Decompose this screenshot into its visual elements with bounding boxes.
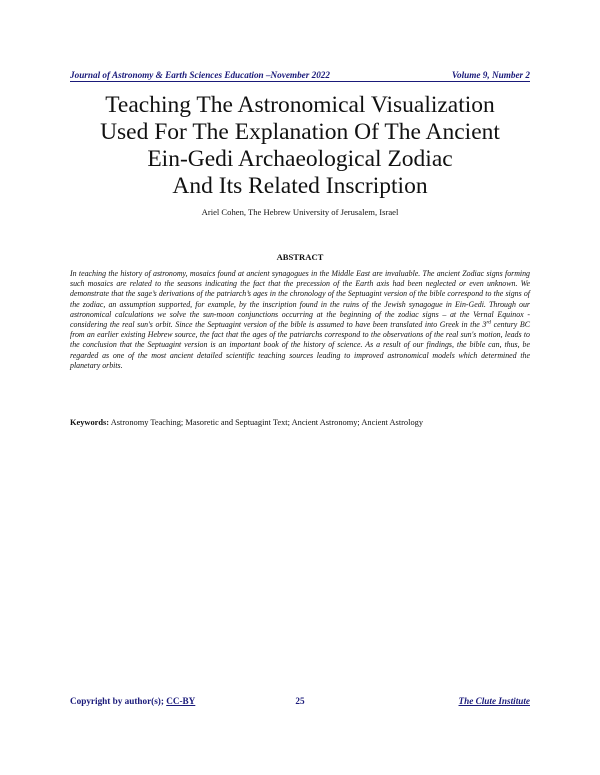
journal-name: Journal of Astronomy & Earth Sciences Education –November 2022	[70, 70, 330, 80]
author-affiliation: Ariel Cohen, The Hebrew University of Jerusalem, Israel	[201, 207, 399, 217]
license-link[interactable]: CC-BY	[166, 696, 196, 706]
paper-title	[70, 92, 530, 200]
abstract-text-part2: century BC from an earlier existing Hebrew source, the fact that the ages of the patriarchs correspond to the observations of the real sun's motion, leads to the conclusion that the Septuagint version is an important book of the history of science. As a result of our findings, the bible can, thus, be regarded as one of the most ancient detailed scientific teaching sources leading to improved astronomical models which determined the planetary orbits.	[70, 320, 530, 370]
keywords-list: Astronomy Teaching; Masoretic and Septuagint Text; Ancient Astronomy; Ancient Astrology	[109, 418, 424, 427]
title-line: Used For The Explanation Of The Ancient	[100, 119, 500, 145]
keywords-label: Keywords:	[70, 418, 110, 427]
title-line: And Its Related Inscription	[172, 173, 428, 199]
ordinal-suffix: rd	[486, 319, 492, 326]
running-header	[70, 70, 530, 82]
copyright-notice	[70, 696, 250, 706]
abstract-body	[70, 269, 530, 371]
volume-number: Volume 9, Number 2	[451, 70, 530, 80]
copyright-label: Copyright by author(s);	[70, 696, 167, 706]
publisher-link[interactable]: The Clute Institute	[458, 696, 530, 706]
page-footer	[70, 696, 530, 706]
title-line: Ein-Gedi Archaeological Zodiac	[147, 146, 453, 172]
abstract-text-part1: In teaching the history of astronomy, mosaics found at ancient synagogues in the Middle East are invaluable. The ancient Zodiac signs forming such mosaics are related to the seasons indicating the fact that the precession of the Earth axis had been neglected or even unknown. We demonstrate that the sage’s derivations of the patriarch’s ages in the chronology of the Septuagint version of the bible correspond to the signs of the zodiac, an assumption supported, for example, by the inscription found in the ruins of the Jewish synagogue in Ein-Gedi. Through our astronomical calculations we solve the sun-moon conjunctions occurring at the beginning of the zodiac signs – at the Vernal Equinox - considering the real sun's orbit. Since the Septuagint version of the bible is assumed to have been translated into Greek in the 3	[70, 269, 530, 330]
abstract-heading: ABSTRACT	[276, 252, 324, 262]
title-line: Teaching The Astronomical Visualization	[105, 92, 495, 118]
page-number: 25	[295, 696, 305, 706]
keywords	[70, 418, 530, 427]
